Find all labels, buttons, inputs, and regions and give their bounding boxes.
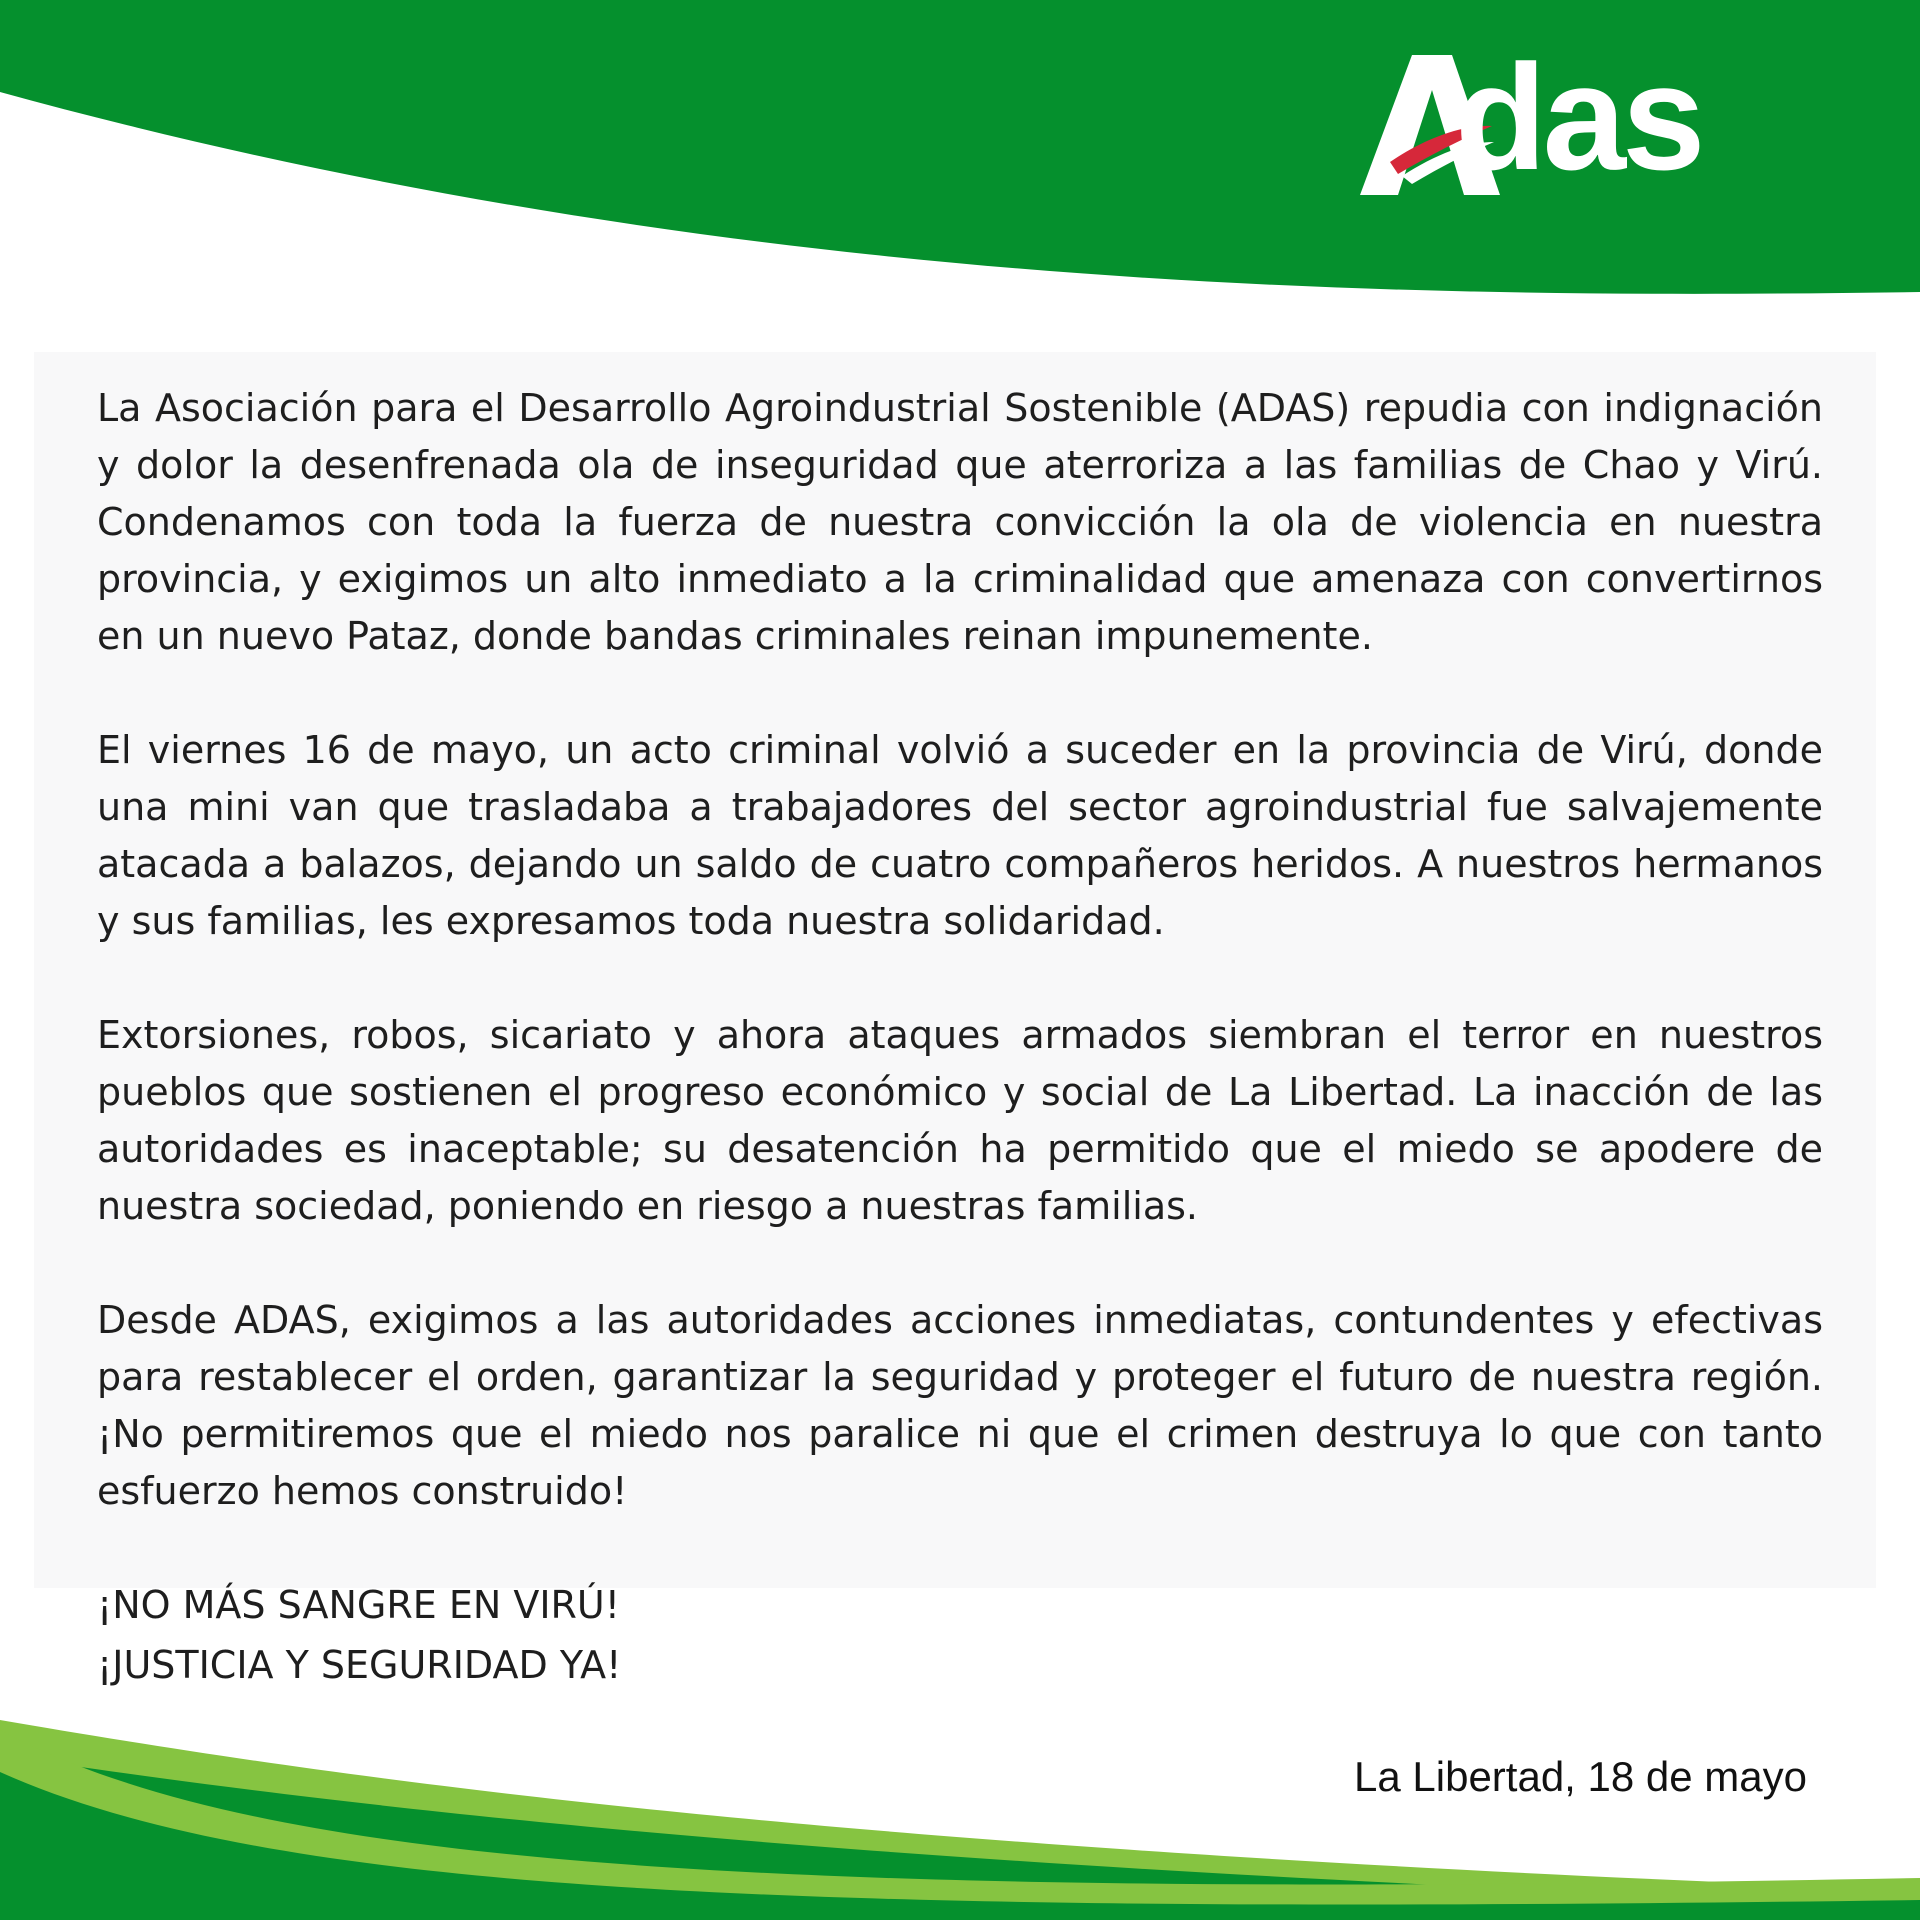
statement-paragraph-3: Extorsiones, robos, sicariato y ahora ataques armados siembran el terror en nuestros pueblos que sostienen el progreso económico y social de La Libertad. La inacción de las autoridades es inaceptable; su desatención ha permitido que el miedo se apodere de nuestra sociedad, poniendo en riesgo a nuestras familias.	[97, 1013, 1823, 1228]
statement-paragraph-4: Desde ADAS, exigimos a las autoridades acciones inmediatas, contundentes y efectivas para restablecer el orden, garantizar la seguridad y proteger el futuro de nuestra región. ¡No permitiremos que el miedo nos paralice ni que el crimen destruya lo que con tanto esfuerzo hemos construido!	[97, 1298, 1823, 1513]
adas-logo	[1360, 33, 1820, 220]
slogan-no-mas-sangre: ¡NO MÁS SANGRE EN VIRÚ!	[97, 1583, 620, 1627]
signature-place-date: La Libertad, 18 de mayo	[1354, 1753, 1807, 1800]
statement-paragraph-1: La Asociación para el Desarrollo Agroindustrial Sostenible (ADAS) repudia con indignación y dolor la desenfrenada ola de inseguridad que aterroriza a las familias de Chao y Virú. Condenamos con toda la fuerza de nuestra convicción la ola de violencia en nuestra provincia, y exigimos un alto inmediato a la criminalidad que amenaza con convertirnos en un nuevo Pataz, donde bandas criminales reinan impunemente.	[97, 386, 1823, 658]
adas-logo-text: das	[1455, 33, 1702, 201]
slogan-justicia: ¡JUSTICIA Y SEGURIDAD YA!	[97, 1643, 622, 1687]
slogans	[97, 1575, 621, 1695]
statement-paragraph-2: El viernes 16 de mayo, un acto criminal volvió a suceder en la provincia de Virú, donde una mini van que trasladaba a trabajadores del sector agroindustrial fue salvajemente atacada a balazos, dejando un saldo de cuatro compañeros heridos. A nuestros hermanos y sus familias, les expresamos toda nuestra solidaridad.	[97, 728, 1823, 943]
statement-body	[97, 380, 1823, 1577]
footer-swoosh	[0, 1700, 1920, 1920]
